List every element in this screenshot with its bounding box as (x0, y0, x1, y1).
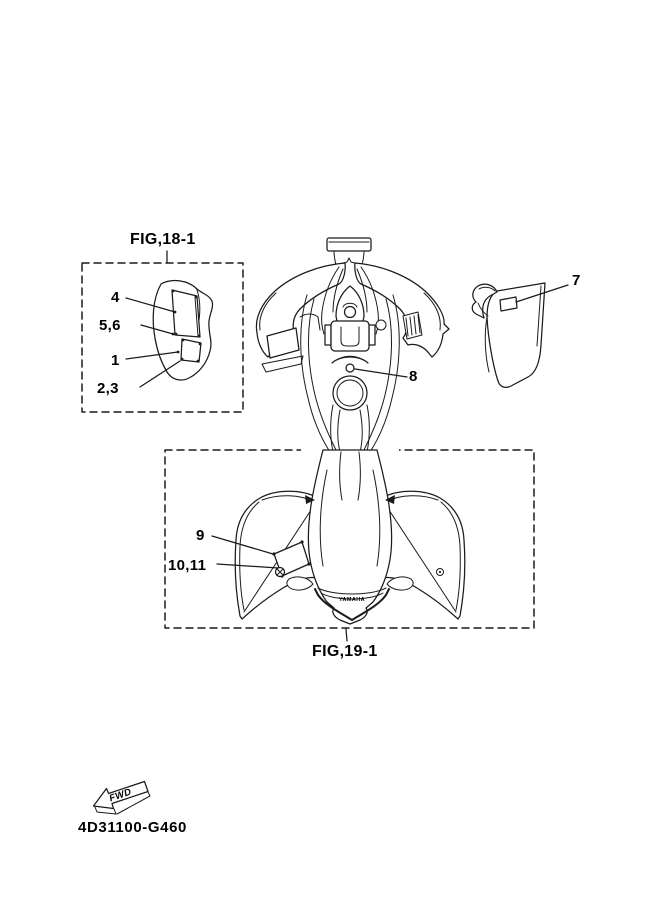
callout-1: 1 (111, 352, 120, 369)
fender-panel-drawing (153, 281, 212, 380)
callout-10-11: 10,11 (168, 557, 207, 574)
yamaha-emblem-text: YAMAHA (338, 597, 366, 603)
item7-label (500, 297, 517, 311)
callout-2-3: 2,3 (97, 380, 119, 397)
callout-8: 8 (409, 368, 418, 385)
figure-ref-19-1: FIG,19-1 (312, 643, 378, 660)
item1-label (181, 339, 201, 362)
fwd-label: FWD (107, 786, 134, 805)
side-panel-drawing (472, 283, 545, 387)
fwd-icon (94, 782, 151, 815)
callout-5-6: 5,6 (99, 317, 121, 334)
callout-4: 4 (111, 289, 120, 306)
figure-ref-18-1: FIG,18-1 (130, 231, 196, 248)
callout-7: 7 (572, 272, 581, 289)
part-number: 4D31100-G460 (78, 819, 187, 836)
rear-view-drawing (235, 450, 465, 624)
callout-9: 9 (196, 527, 205, 544)
item8-target-circle (346, 364, 354, 372)
front-view-drawing (256, 238, 449, 452)
